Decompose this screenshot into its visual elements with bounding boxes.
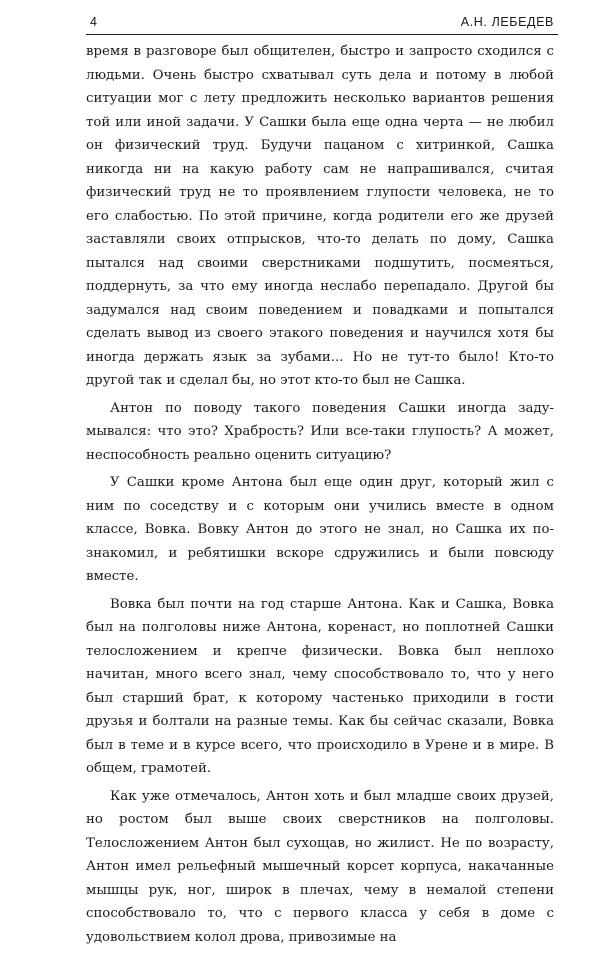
body-text	[86, 40, 554, 953]
paragraph-4: Вовка был почти на год старше Антона. Как и Сашка, Вовка был на полголовы ниже Антона, коренаст, но поплотней Сашки телосложением и крепче физически. Вовка был неплохо начитан, много всего знал, чему способствовало то, что у него был старший брат, к которому частенько приходили в гости друзья и болтали на разные темы. Как бы сейчас сказали, Вовка был в теме и в курсе всего, что происходило в Урене и в мире. В общем, грамотей.	[86, 596, 554, 776]
paragraph-2: Антон по поводу такого поведения Сашки иногда задумывался: что это? Храбрость? Или все-таки глупость? А может, неспособность реально оценить ситуацию?	[86, 400, 554, 463]
paragraph-5: Как уже отмечалось, Антон хоть и был младше своих друзей, но ростом был выше своих сверстников на полголовы. Телосложением Антон был сухощав, но жилист. Не по возрасту, Антон имел рельефный мышечный корсет корпуса, накачанные мышцы рук, ног, широк в плечах, чему в немалой степени способствовало то, что с первого класса у себя в доме с удовольствием колол дрова, привозимые на	[86, 788, 554, 945]
page-number: 4	[90, 15, 97, 29]
paragraph-3: У Сашки кроме Антона был еще один друг, который жил с ним по соседству и с которым они учились вместе в одном классе, Вовка. Вовку Антон до этого не знал, но Сашка их познакомил, и ребятишки вскоре сдружились и были повсюду вместе.	[86, 475, 554, 584]
running-head	[86, 6, 558, 34]
header-rule	[86, 34, 558, 35]
paragraph-1: время в разговоре был общителен, быстро и запросто сходился с людьми. Очень быстро схватывал суть дела и потому в любой ситуации мог с лету предложить несколько вариантов решения той или иной задачи. У Сашки была еще одна черта — не любил он физический труд. Будучи пацаном с хитринкой, Сашка никогда ни на какую работу сам не напрашивался, считая физический труд не то проявлением глупости человека, не то его слабостью. По этой причине, когда родители его же друзей заставляли своих отпрысков, что-то делать по дому, Сашка пытался над своими сверстниками подшутить, посмеяться, поддернуть, за что ему иногда неслабо перепадало. Другой бы задумался над своим поведением и повадками и попытался сделать вывод из своего этакого поведения и научился хотя бы иногда держать язык за зубами... Но не тут-то было! Кто-то другой так и сделал бы, но этот кто-то был не Сашка.	[86, 44, 554, 388]
running-title: А.Н. ЛЕБЕДЕВ	[460, 15, 554, 29]
